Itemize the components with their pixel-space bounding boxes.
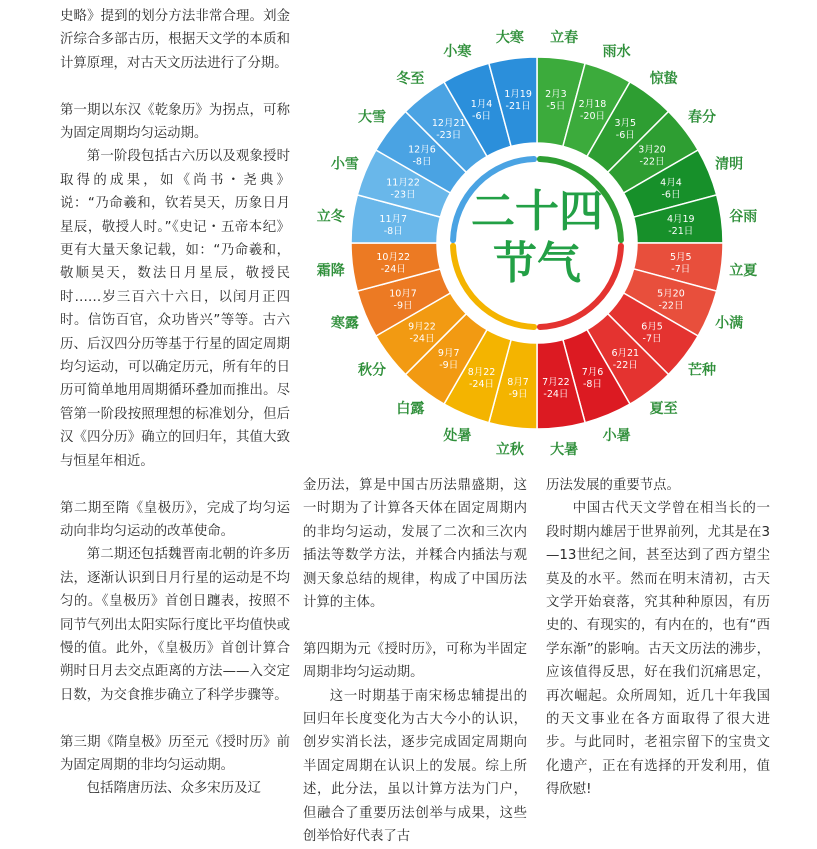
segment-date xyxy=(542,377,570,400)
segment-date-start: 5月5 xyxy=(669,251,692,263)
segment-date-end: -8日 xyxy=(582,378,602,390)
segment-date xyxy=(376,252,410,275)
segment-date xyxy=(545,89,567,112)
paragraph-gap xyxy=(60,473,290,496)
segment-date-end: -23日 xyxy=(390,189,416,201)
segment-date-start: 12月21 xyxy=(431,117,466,129)
segment-date-start: 4月19 xyxy=(666,214,695,226)
segment-date-start: 6月21 xyxy=(611,348,640,360)
solar-term-label: 立冬 xyxy=(316,208,345,225)
segment-date-start: 11月22 xyxy=(386,177,420,189)
segment-date-start: 11月7 xyxy=(379,214,408,226)
solar-term-label: 大雪 xyxy=(357,109,386,126)
solar-term-label: 冬至 xyxy=(396,70,425,87)
segment-date xyxy=(638,145,666,168)
segment-date-end: -5日 xyxy=(546,101,566,113)
solar-term-label: 小暑 xyxy=(602,428,631,445)
segment-date xyxy=(438,348,460,371)
segment-date-start: 9月7 xyxy=(437,348,460,360)
paragraph: 包括隋唐历法、众多宋历及辽 xyxy=(86,781,261,797)
segment-date-start: 10月7 xyxy=(389,288,417,300)
segment-date-end: -24日 xyxy=(380,263,406,275)
segment-date-end: -9日 xyxy=(393,300,413,312)
article-column-3 xyxy=(546,474,770,802)
segment-date-start: 9月22 xyxy=(408,321,436,333)
center-title-line-1: 二十四 xyxy=(471,186,603,237)
segment-date xyxy=(579,99,607,122)
segment-date-start: 1月19 xyxy=(504,89,532,101)
segment-date xyxy=(611,348,639,371)
segment-date xyxy=(408,321,436,344)
solar-term-label: 芒种 xyxy=(688,362,717,379)
segment-date xyxy=(667,214,695,237)
segment-date-start: 2月18 xyxy=(578,99,607,111)
segment-date-end: -6日 xyxy=(472,111,492,123)
paragraph-gap xyxy=(60,707,290,730)
section-heading: 第四期为元《授时历》，可称为半固定周期非均匀运动期。 xyxy=(303,641,527,681)
solar-term-label: 寒露 xyxy=(330,315,359,332)
segment-date xyxy=(670,252,692,275)
solar-term-label: 清明 xyxy=(715,156,744,173)
segment-date-end: -9日 xyxy=(508,388,528,400)
segment-date-start: 8月22 xyxy=(467,366,496,378)
segment-date-end: -8日 xyxy=(412,156,432,168)
solar-term-label: 立夏 xyxy=(729,263,758,280)
segment-date xyxy=(657,288,685,311)
segment-date-start: 6月5 xyxy=(641,321,663,333)
solar-term-label: 春分 xyxy=(688,109,717,126)
segment-date-start: 3月20 xyxy=(638,144,666,156)
segment-date-end: -7日 xyxy=(642,333,662,345)
segment-date xyxy=(432,118,466,141)
solar-term-label: 雨水 xyxy=(602,43,631,60)
segment-date-start: 10月22 xyxy=(376,251,411,263)
paragraph-gap xyxy=(60,75,290,98)
solar-term-label: 秋分 xyxy=(357,362,386,379)
segment-date-end: -22日 xyxy=(658,300,684,312)
segment-date-end: -24日 xyxy=(409,333,435,345)
section-heading: 第一期以东汉《乾象历》为拐点，可称为固定周期均匀运动期。 xyxy=(60,102,290,142)
center-title-line-2: 节气 xyxy=(493,238,581,289)
segment-date-start: 12月6 xyxy=(408,144,436,156)
segment-date xyxy=(614,118,636,141)
segment-date-end: -20日 xyxy=(579,111,606,123)
segment-date-start: 4月4 xyxy=(660,177,682,189)
paragraph: 金历法，算是中国古历法鼎盛期，这一时期为了计算各天体在固定周期内的非均匀运动，发展了二次和三次内插法等数学方法，并糅合内插法与观测天象总结的规律，构成了中国历法计算的主体。 xyxy=(303,478,527,611)
paragraph-gap xyxy=(303,614,527,637)
segment-date-start: 3月5 xyxy=(614,117,637,129)
segment-date xyxy=(471,99,493,122)
segment-date-end: -6日 xyxy=(661,189,681,201)
segment-date xyxy=(641,321,663,344)
paragraph: 中国古代天文学曾在相当长的一段时期内雄居于世界前列，尤其是在3—13世纪之间，甚至达到了西方望尘莫及的水平。然而在明末清初，古天文学开始衰落，究其种种原因，有历史的、有现实的，有内在的，也有“西学东渐”的影响。古天文历法的沸步，应该值得反思，好在我们沉痛思定，再次崛起。众所周知，近几十年我国的天文事业在各方面取得了很大进步。与此同时，老祖宗留下的宝贵文化遗产，正在有选择的开发利用，值得欣慰! xyxy=(546,501,770,798)
solar-term-label: 谷雨 xyxy=(729,208,758,225)
solar-term-label: 立秋 xyxy=(495,442,524,459)
paragraph: 这一时期基于南宋杨忠辅提出的回归年长度变化为古大今小的认识，创岁实消长法，逐步完成固定周期向半固定周期在认识上的发展。综上所述，此分法，虽以计算方法为门户，但融合了重要历法创举与成果，这些创举恰好代表了古 xyxy=(303,688,527,845)
segment-date-start: 7月22 xyxy=(542,376,570,388)
paragraph: 史略》提到的划分方法非常合理。刘金沂综合多部古历，根据天文学的本质和计算原理，对古天文历法进行了分期。 xyxy=(60,9,290,71)
segment-date-start: 5月20 xyxy=(657,288,685,300)
solar-term-label: 立春 xyxy=(550,29,579,46)
solar-term-label: 大寒 xyxy=(495,29,524,46)
paragraph: 历法发展的重要节点。 xyxy=(546,478,680,493)
solar-term-label: 霜降 xyxy=(316,263,345,280)
segment-date-end: -6日 xyxy=(615,129,635,141)
segment-date-end: -21日 xyxy=(668,226,694,238)
solar-term-label: 夏至 xyxy=(649,401,678,418)
solar-terms-wheel xyxy=(316,28,762,468)
segment-date-end: -22日 xyxy=(612,360,638,372)
segment-date xyxy=(468,367,496,390)
segment-date-end: -9日 xyxy=(439,360,459,372)
solar-term-label: 小寒 xyxy=(443,43,472,60)
solar-term-label: 处暑 xyxy=(443,428,472,445)
segment-date xyxy=(507,377,529,400)
segment-date-end: -21日 xyxy=(505,101,531,113)
solar-term-label: 白露 xyxy=(396,401,425,418)
solar-term-label: 大暑 xyxy=(550,442,579,459)
segment-date-end: -7日 xyxy=(671,263,691,275)
segment-date-end: -24日 xyxy=(468,378,495,390)
segment-date-start: 8月7 xyxy=(507,376,529,388)
article-column-2 xyxy=(303,474,527,848)
segment-date xyxy=(386,178,420,201)
solar-term-label: 小雪 xyxy=(330,156,359,173)
section-heading: 第二期至隋《皇极历》，完成了均匀运动向非均匀运动的改革使命。 xyxy=(60,500,290,539)
solar-term-label: 小满 xyxy=(715,315,744,332)
section-heading: 第三期《隋皇极》历至元《授时历》前为固定周期的非均匀运动期。 xyxy=(60,734,290,773)
segment-date xyxy=(582,367,604,390)
article-column-1 xyxy=(60,5,290,801)
segment-date-start: 1月4 xyxy=(470,99,493,111)
segment-date xyxy=(660,178,682,201)
segment-date-end: -24日 xyxy=(543,388,569,400)
segment-date xyxy=(504,89,532,112)
segment-date-end: -23日 xyxy=(436,129,462,141)
paragraph: 第一阶段包括古六历以及观象授时取得的成果，如《尚书・尧典》说：“乃命羲和，钦若昊天，历象日月星辰，敬授人时。”《史记・五帝本纪》更有大量天象记载，如：“乃命羲和，敬顺昊天，数法日月星辰，敬授民时……岁三百六十六日，以闰月正四时。信饬百官，众功皆兴”等等。古六历、后汉四分历等基于行星的固定周期均匀运动，可以确定历元，所有年的日历可简单地用周期循环叠加而推出。尽管第一阶段按照理想的标准划分，但后汉《四分历》确立的回归年，其值大致与恒星年相近。 xyxy=(60,149,290,469)
segment-date-start: 7月6 xyxy=(581,366,604,378)
paragraph: 第二期还包括魏晋南北朝的许多历法，逐渐认识到日月行星的运动是不均匀的。《皇极历》首创日躔表，按照不同节气列出太阳实际行度比平均值快或慢的值。此外，《皇极历》首创计算合朔时日月去交点距离的方法——入交定日数，为交食推步确立了科学步骤等。 xyxy=(60,547,290,703)
segment-date-end: -8日 xyxy=(383,226,403,238)
solar-term-label: 惊蛰 xyxy=(649,70,678,87)
segment-date-start: 2月3 xyxy=(545,89,567,101)
segment-date-end: -22日 xyxy=(639,156,665,168)
